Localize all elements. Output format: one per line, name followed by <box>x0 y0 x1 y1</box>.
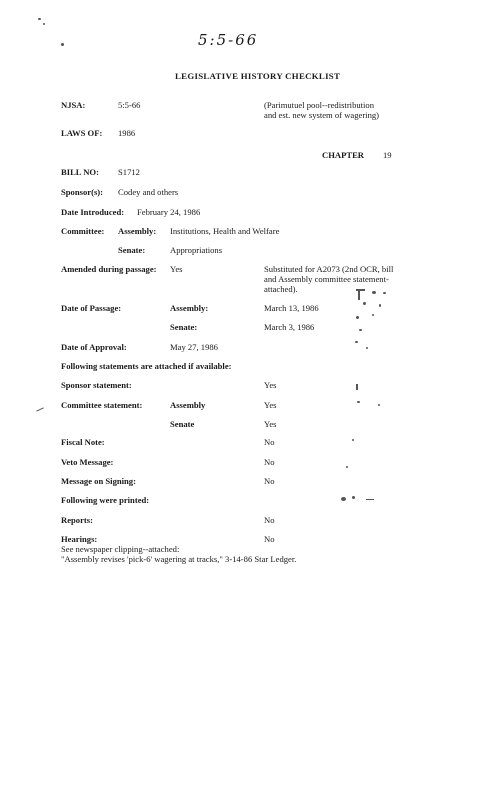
amended-note-line1: Substituted for A2073 (2nd OCR, bill <box>264 264 394 274</box>
sponsor-statement-label: Sponsor statement: <box>61 380 132 390</box>
committee-statement-senate-label: Senate <box>170 419 195 429</box>
sponsor-statement-value: Yes <box>264 380 277 390</box>
bill-no-value: S1712 <box>118 167 140 177</box>
committee-statement-assembly-label: Assembly <box>170 400 206 410</box>
page-title: LEGISLATIVE HISTORY CHECKLIST <box>175 71 341 81</box>
passage-assembly-value: March 13, 1986 <box>264 303 319 313</box>
scan-speck <box>358 291 360 300</box>
date-introduced-value: February 24, 1986 <box>137 207 201 217</box>
committee-senate-label: Senate: <box>118 245 146 255</box>
sponsors-label: Sponsor(s): <box>61 187 104 197</box>
scan-speck <box>378 404 380 406</box>
amended-note-line2: and Assembly committee statement- <box>264 274 389 284</box>
committee-assembly-value: Institutions, Health and Welfare <box>170 226 280 236</box>
hearings-label: Hearings: <box>61 534 98 544</box>
amended-label: Amended during passage: <box>61 264 157 274</box>
laws-of-value: 1986 <box>118 128 136 138</box>
passage-assembly-label: Assembly: <box>170 303 209 313</box>
sponsors-value: Codey and others <box>118 187 179 197</box>
njsa-label: NJSA: <box>61 100 86 110</box>
chapter-value: 19 <box>383 150 392 160</box>
message-on-signing-value: No <box>264 476 275 486</box>
scan-speck <box>383 292 386 294</box>
committee-label: Committee: <box>61 226 105 236</box>
committee-statement-assembly-value: Yes <box>264 400 277 410</box>
scan-speck <box>366 347 368 349</box>
scan-speck <box>372 314 374 316</box>
clipping-quote: "Assembly revises 'pick-6' wagering at tracks," 3-14-86 Star Ledger. <box>61 554 297 564</box>
committee-assembly-label: Assembly: <box>118 226 157 236</box>
clipping-note: See newspaper clipping--attached: <box>61 544 180 554</box>
handwritten-number: 5:5-66 <box>198 31 259 49</box>
scan-speck <box>379 304 381 307</box>
following-printed-heading: Following were printed: <box>61 495 150 505</box>
fiscal-note-label: Fiscal Note: <box>61 437 105 447</box>
scan-speck <box>357 401 360 403</box>
laws-of-label: LAWS OF: <box>61 128 103 138</box>
scan-speck <box>372 291 376 294</box>
scan-speck <box>346 466 348 468</box>
scan-speck <box>355 341 358 343</box>
scan-speck <box>366 499 374 500</box>
committee-statement-label: Committee statement: <box>61 400 143 410</box>
njsa-value: 5:5-66 <box>118 100 141 110</box>
scan-speck <box>356 316 359 319</box>
passage-senate-value: March 3, 1986 <box>264 322 315 332</box>
amended-value: Yes <box>170 264 183 274</box>
scan-speck <box>341 497 346 501</box>
scan-speck <box>61 43 64 46</box>
message-on-signing-label: Message on Signing: <box>61 476 136 486</box>
approval-value: May 27, 1986 <box>170 342 218 352</box>
bill-no-label: BILL NO: <box>61 167 99 177</box>
approval-label: Date of Approval: <box>61 342 127 352</box>
scan-speck <box>43 23 45 25</box>
passage-senate-label: Senate: <box>170 322 198 332</box>
scan-speck <box>356 384 358 390</box>
scan-speck <box>36 407 44 411</box>
scan-speck <box>352 496 355 499</box>
following-statements-heading: Following statements are attached if available: <box>61 361 232 371</box>
reports-label: Reports: <box>61 515 93 525</box>
date-introduced-label: Date Introduced: <box>61 207 125 217</box>
committee-senate-value: Appropriations <box>170 245 223 255</box>
scan-speck <box>363 302 366 305</box>
hearings-value: No <box>264 534 275 544</box>
scan-speck <box>352 439 354 441</box>
fiscal-note-value: No <box>264 437 275 447</box>
scan-speck <box>359 329 362 331</box>
passage-label: Date of Passage: <box>61 303 122 313</box>
committee-statement-senate-value: Yes <box>264 419 277 429</box>
reports-value: No <box>264 515 275 525</box>
scan-speck <box>38 18 41 20</box>
amended-note-line3: attached). <box>264 284 298 294</box>
veto-message-label: Veto Message: <box>61 457 114 467</box>
njsa-description-line2: and est. new system of wagering) <box>264 110 380 120</box>
veto-message-value: No <box>264 457 275 467</box>
njsa-description-line1: (Parimutuel pool--redistribution <box>264 100 375 110</box>
chapter-label: CHAPTER <box>322 150 365 160</box>
